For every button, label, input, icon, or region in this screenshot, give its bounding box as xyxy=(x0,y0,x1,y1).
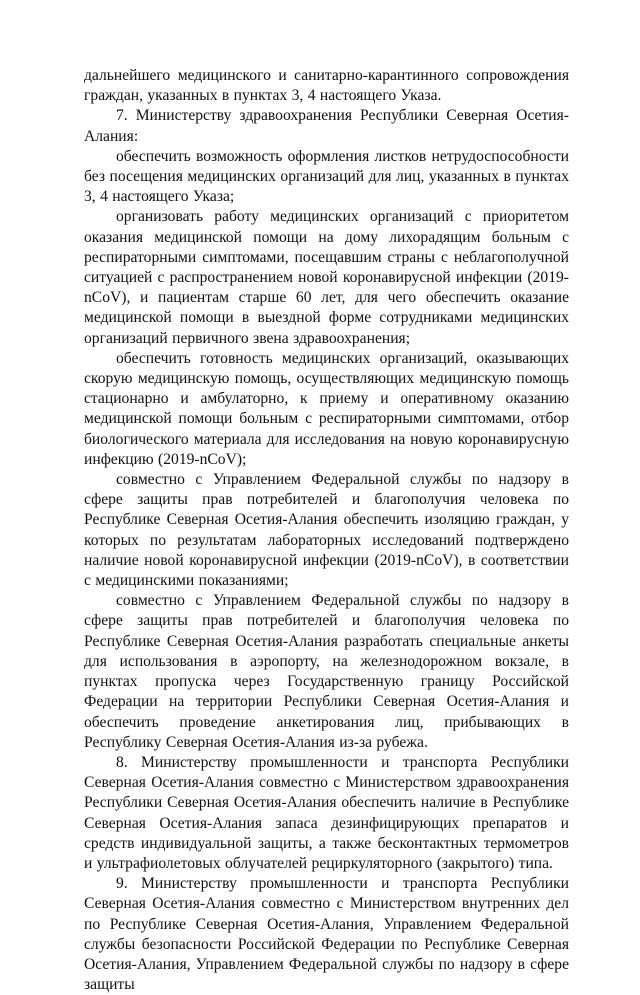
paragraph-item-8: 8. Министерству промышленности и транспорта Республики Северная Осетия-Алания совместно с Министерством здравоохранения Республики Северная Осетия-Алания обеспечить наличие в Республике Северная Осетия-Алания запаса дезинфицирующих препаратов и средств индивидуальной защиты, а также бесконтактных термометров и ультрафиолетовых облучателей рециркуляторного (закрытого) типа. xyxy=(84,753,569,872)
paragraph-item-9: 9. Министерству промышленности и транспорта Республики Северная Осетия-Алания совместно с Министерством внутренних дел по Республике Северная Осетия-Алания, Управлением Федеральной службы безопасности Российской Федерации по Республике Северная Осетия-Алания, Управлением Федеральной службы по надзору в сфере защиты xyxy=(84,875,569,994)
document-page xyxy=(84,66,569,995)
paragraph-isolation: совместно с Управлением Федеральной службы по надзору в сфере защиты прав потребителей и благополучия человека по Республике Северная Осетия-Алания обеспечить изоляцию граждан, у которых по результатам лабораторных исследований подтверждено наличие новой коронавирусной инфекции (2019-nCoV), в соответствии с медицинскими показаниями; xyxy=(84,471,569,590)
paragraph-home-care: организовать работу медицинских организаций с приоритетом оказания медицинской помощи на дому лихорадящим больным с респираторными симптомами, посещавшим страны с неблагополучной ситуацией с распространением новой коронавирусной инфекции (2019-nCoV), и пациентам старше 60 лет, для чего обеспечить оказание медицинской помощи в выездной форме сотрудниками медицинских организаций первичного звена здравоохранения; xyxy=(84,208,569,347)
paragraph-item-7-heading: 7. Министерству здравоохранения Республики Северная Осетия-Алания: xyxy=(84,107,569,145)
paragraph-readiness: обеспечить готовность медицинских организаций, оказывающих скорую медицинскую помощь, осуществляющих медицинскую помощь стационарно и амбулаторно, к приему и оперативному оказанию медицинской помощи больным с респираторными симптомами, отбор биологического материала для исследования на новую коронавирусную инфекцию (2019-nCoV); xyxy=(84,349,569,468)
paragraph-continuation: дальнейшего медицинского и санитарно-карантинного сопровождения граждан, указанных в пунктах 3, 4 настоящего Указа. xyxy=(84,67,569,105)
paragraph-questionnaires: совместно с Управлением Федеральной службы по надзору в сфере защиты прав потребителей и благополучия человека по Республике Северная Осетия-Алания разработать специальные анкеты для использования в аэропорту, на железнодорожном вокзале, в пунктах пропуска через Государственную границу Российской Федерации на территории Республики Северная Осетия-Алания и обеспечить проведение анкетирования лиц, прибывающих в Республику Северная Осетия-Алания из-за рубежа. xyxy=(84,592,569,751)
paragraph-sick-leave: обеспечить возможность оформления листков нетрудоспособности без посещения медицинских организаций для лиц, указанных в пунктах 3, 4 настоящего Указа; xyxy=(84,147,569,206)
